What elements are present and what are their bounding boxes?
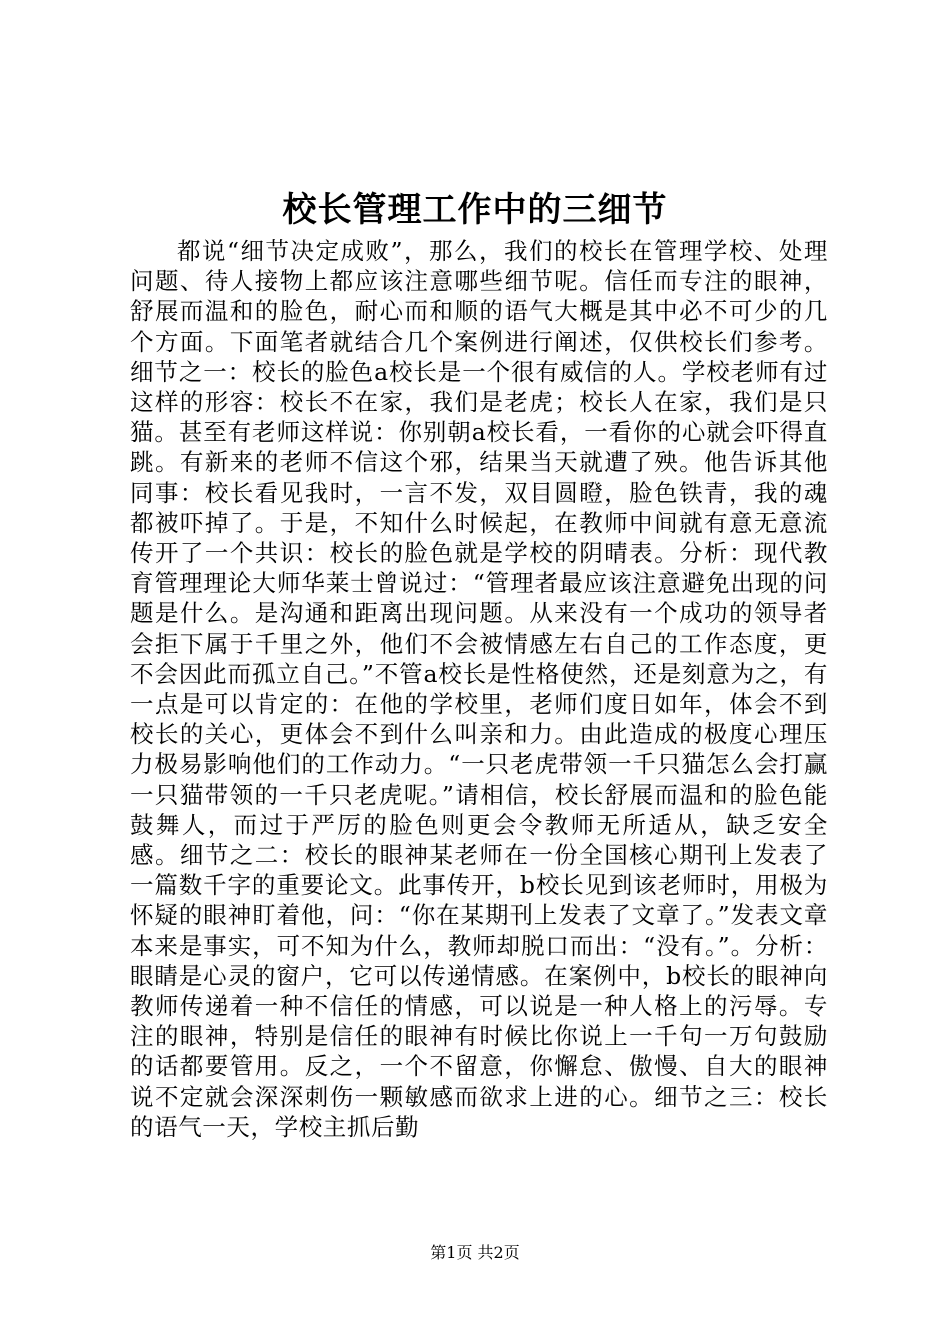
- page-number-footer: 第1页 共2页: [430, 1243, 520, 1262]
- document-title: 校长管理工作中的三细节: [282, 190, 668, 230]
- document-body-paragraph: 都说“细节决定成败”，那么，我们的校长在管理学校、处理问题、待人接物上都应该注意哪些细节呢。信任而专注的眼神，舒展而温和的脸色，耐心而和顺的语气大概是其中必不可少的几个方面。下面笔者就结合几个案例进行阐述，仅供校长们参考。细节之一：校长的脸色a校长是一个很有威信的人。学校老师有过这样的形容：校长不在家，我们是老虎；校长人在家，我们是只猫。甚至有老师这样说：你别朝a校长看，一看你的心就会吓得直跳。有新来的老师不信这个邪，结果当天就遭了殃。他告诉其他同事：校长看见我时，一言不发，双目圆瞪，脸色铁青，我的魂都被吓掉了。于是，不知什么时候起，在教师中间就有意无意流传开了一个共识：校长的脸色就是学校的阴晴表。分析：现代教育管理理论大师华莱士曾说过：“管理者最应该注意避免出现的问题是什么。是沟通和距离出现问题。从来没有一个成功的领导者会拒下属于千里之外，他们不会被情感左右自己的工作态度，更不会因此而孤立自己。”不管a校长是性格使然，还是刻意为之，有一点是可以肯定的：在他的学校里，老师们度日如年，体会不到校长的关心，更体会不到什么叫亲和力。由此造成的极度心理压力极易影响他们的工作动力。“一只老虎带领一千只猫怎么会打赢一只猫带领的一千只老虎呢。”请相信，校长舒展而温和的脸色能鼓舞人，而过于严厉的脸色则更会令教师无所适从，缺乏安全感。细节之二：校长的眼神某老师在一份全国核心期刊上发表了一篇数千字的重要论文。此事传开，b校长见到该老师时，用极为怀疑的眼神盯着他，问：“你在某期刊上发表了文章了。”发表文章本来是事实，可不知为什么，教师却脱口而出：“没有。”。分析：眼睛是心灵的窗户，它可以传递情感。在案例中，b校长的眼神向教师传递着一种不信任的情感，可以说是一种人格上的污辱。专注的眼神，特别是信任的眼神有时候比你说上一千句一万句鼓励的话都要管用。反之，一个不留意，你懈怠、傲慢、自大的眼神说不定就会深深刺伤一颗敏感而欲求上进的心。细节之三：校长的语气一天，学校主抓后勤: [130, 237, 828, 1141]
